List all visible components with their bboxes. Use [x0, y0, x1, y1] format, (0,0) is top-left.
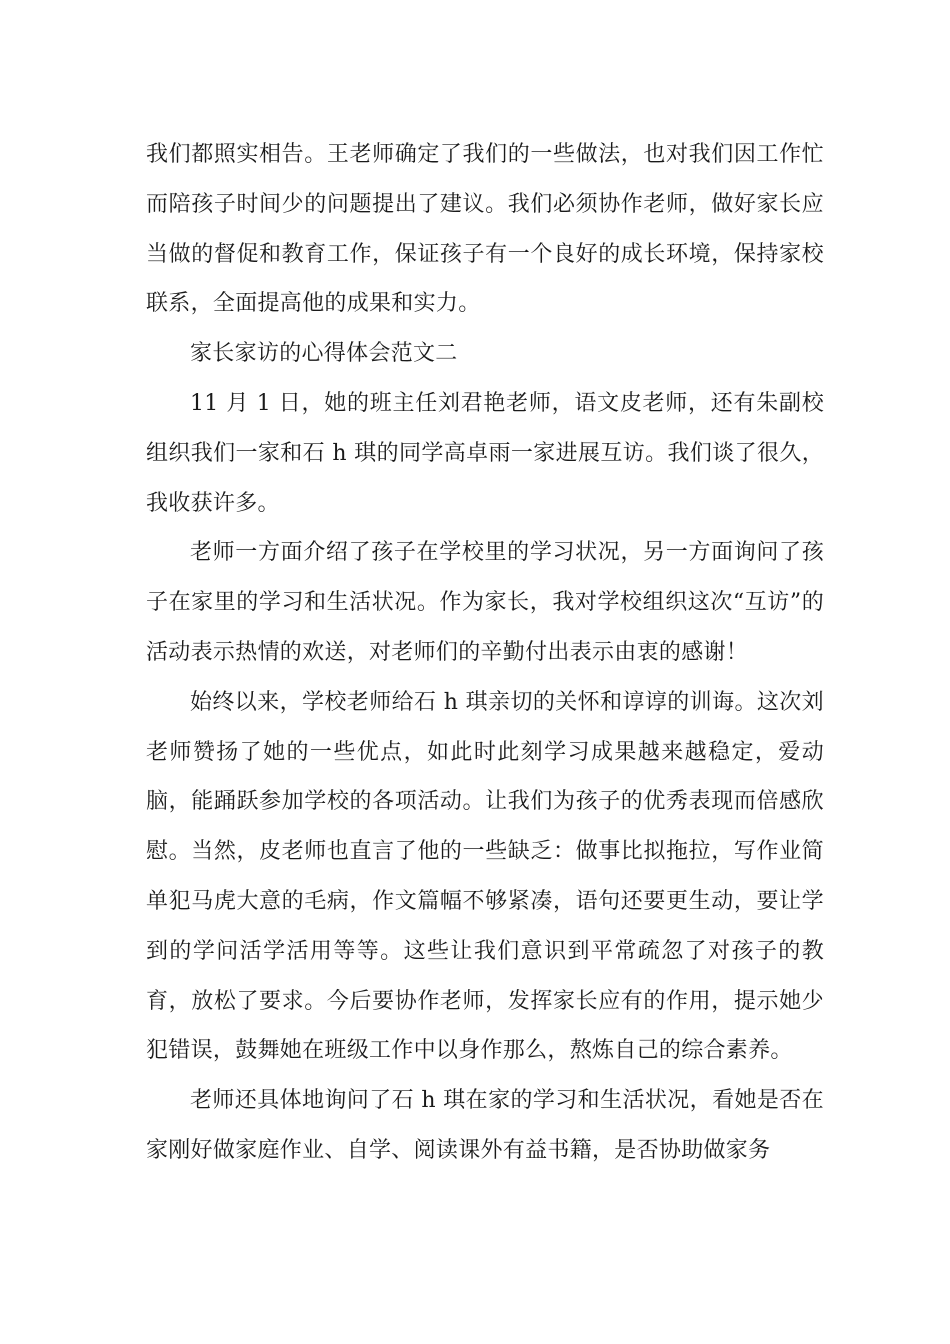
document-body: [146, 130, 824, 1176]
paragraph-5: 老师还具体地询问了石 h 琪在家的学习和生活状况，看她是否在家刚好做家庭作业、自学、阅读课外有益书籍，是否协助做家务: [146, 1088, 824, 1163]
paragraph-1: 我们都照实相告。王老师确定了我们的一些做法，也对我们因工作忙而陪孩子时间少的问题提出了建议。我们必须协作老师，做好家长应当做的督促和教育工作，保证孩子有一个良好的成长环境，保持家校联系，全面提高他的成果和实力。: [146, 142, 824, 317]
section-heading: 家长家访的心得体会范文二: [190, 341, 458, 367]
paragraph-3: 老师一方面介绍了孩子在学校里的学习状况，另一方面询问了孩子在家里的学习和生活状况。作为家长，我对学校组织这次“互访”的活动表示热情的欢送，对老师们的辛勤付出表示由衷的感谢！: [146, 540, 824, 665]
paragraph-2: 11 月 1 日，她的班主任刘君艳老师，语文皮老师，还有朱副校组织我们一家和石 h 琪的同学高卓雨一家进展互访。我们谈了很久，我收获许多。: [146, 390, 824, 516]
paragraph-4: 始终以来，学校老师给石 h 琪亲切的关怀和谆谆的训诲。这次刘老师赞扬了她的一些优点，如此时此刻学习成果越来越稳定，爱动脑，能踊跃参加学校的各项活动。让我们为孩子的优秀表现而倍感欣慰。当然，皮老师也直言了他的一些缺乏：做事比拟拖拉，写作业简单犯马虎大意的毛病，作文篇幅不够紧凑，语句还要更生动，要让学到的学问活学活用等等。这些让我们意识到平常疏忽了对孩子的教育，放松了要求。今后要协作老师，发挥家长应有的作用，提示她少犯错误，鼓舞她在班级工作中以身作那么，熬炼自己的综合素养。: [146, 689, 824, 1064]
